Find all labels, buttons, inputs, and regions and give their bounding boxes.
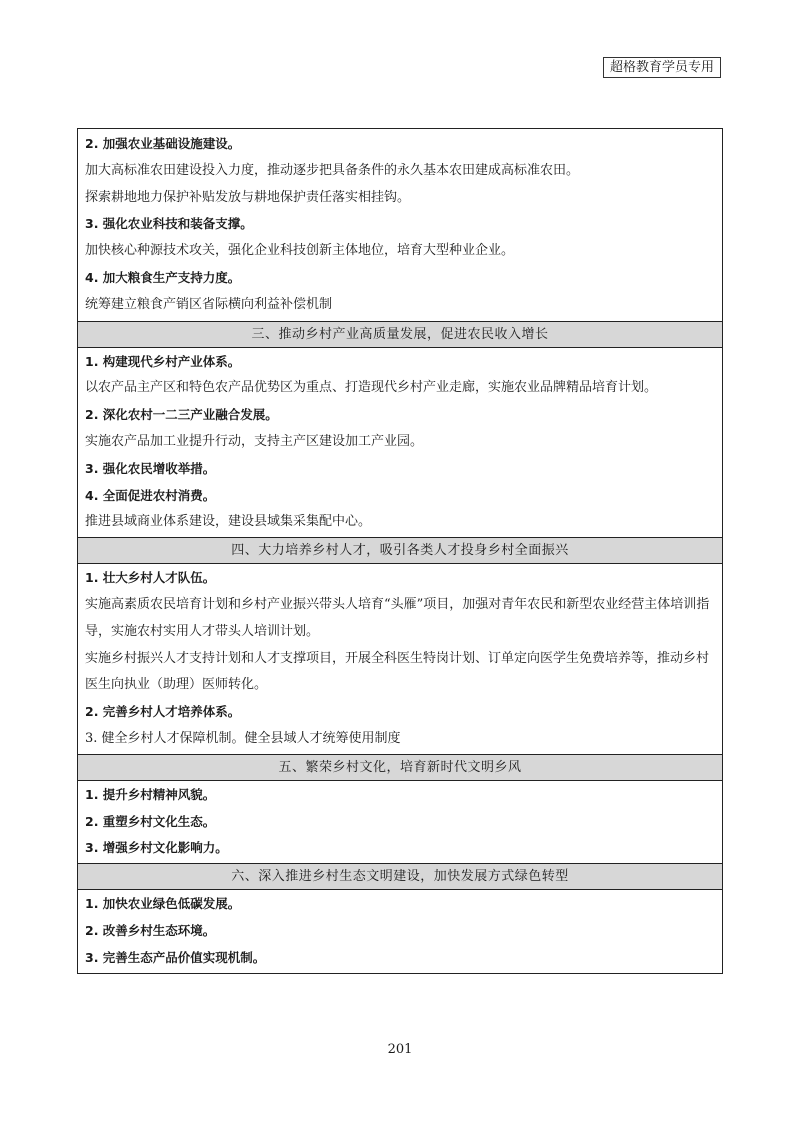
- item-text: 3. 健全乡村人才保障机制。健全县域人才统筹使用制度: [85, 730, 401, 746]
- item-heading: 3. 完善生态产品价值实现机制。: [85, 949, 266, 965]
- item-paragraph: 实施乡村振兴人才支持计划和人才支撑项目，开展全科医生特岗计划、订单定向医学生免费培养等，推动乡村医生向执业（助理）医师转化。: [85, 650, 710, 693]
- item-text: 实施农产品加工业提升行动，支持主产区建设加工产业园。: [85, 433, 424, 449]
- section-3-title: 三、推动乡村产业高质量发展，促进农民收入增长: [78, 321, 723, 347]
- item-heading: 1. 加快农业绿色低碳发展。: [85, 896, 241, 912]
- item-heading: 3. 强化农业科技和装备支撑。: [85, 216, 253, 232]
- header-label: 超格教育学员专用: [603, 57, 721, 78]
- item-paragraph: 实施高素质农民培育计划和乡村产业振兴带头人培育“头雁”项目，加强对青年农民和新型农业经营主体培训指导，实施农村实用人才带头人培训计划。: [85, 596, 710, 639]
- section-6-body: [78, 890, 723, 973]
- section-4-body: [78, 564, 723, 755]
- item-heading: 1. 构建现代乡村产业体系。: [85, 353, 241, 369]
- section-6-title: 六、深入推进乡村生态文明建设，加快发展方式绿色转型: [78, 864, 723, 890]
- item-heading: 4. 全面促进农村消费。: [85, 487, 216, 503]
- item-heading: 4. 加大粮食生产支持力度。: [85, 269, 241, 285]
- section-5-title: 五、繁荣乡村文化，培育新时代文明乡风: [78, 754, 723, 780]
- section-3-body: [78, 347, 723, 538]
- item-heading: 3. 增强乡村文化影响力。: [85, 840, 228, 856]
- item-heading: 2. 改善乡村生态环境。: [85, 922, 216, 938]
- item-text: 探索耕地地力保护补贴发放与耕地保护责任落实相挂钩。: [85, 189, 411, 205]
- item-heading: 3. 强化农民增收举措。: [85, 460, 216, 476]
- item-text: 统筹建立粮食产销区省际横向利益补偿机制: [85, 296, 333, 312]
- item-text: 加大高标准农田建设投入力度，推动逐步把具备条件的永久基本农田建成高标准农田。: [85, 162, 580, 178]
- item-heading: 2. 加强农业基础设施建设。: [85, 136, 241, 151]
- section-5-body: [78, 780, 723, 863]
- content-table: [77, 128, 723, 974]
- section-4-title: 四、大力培养乡村人才，吸引各类人才投身乡村全面振兴: [78, 538, 723, 564]
- item-heading: 2. 完善乡村人才培养体系。: [85, 704, 241, 720]
- item-text: 以农产品主产区和特色农产品优势区为重点、打造现代乡村产业走廊，实施农业品牌精品培育计划。: [85, 380, 658, 396]
- item-text: 加快核心种源技术攻关，强化企业科技创新主体地位，培育大型种业企业。: [85, 243, 515, 259]
- block-agriculture-infrastructure: [78, 129, 723, 322]
- item-heading: 2. 深化农村一二三产业融合发展。: [85, 407, 278, 423]
- item-heading: 2. 重塑乡村文化生态。: [85, 813, 216, 829]
- item-heading: 1. 壮大乡村人才队伍。: [85, 570, 216, 586]
- item-heading: 1. 提升乡村精神风貌。: [85, 786, 216, 802]
- page-number: 201: [387, 1042, 413, 1057]
- item-text: 推进县域商业体系建设，建设县域集采集配中心。: [85, 514, 372, 530]
